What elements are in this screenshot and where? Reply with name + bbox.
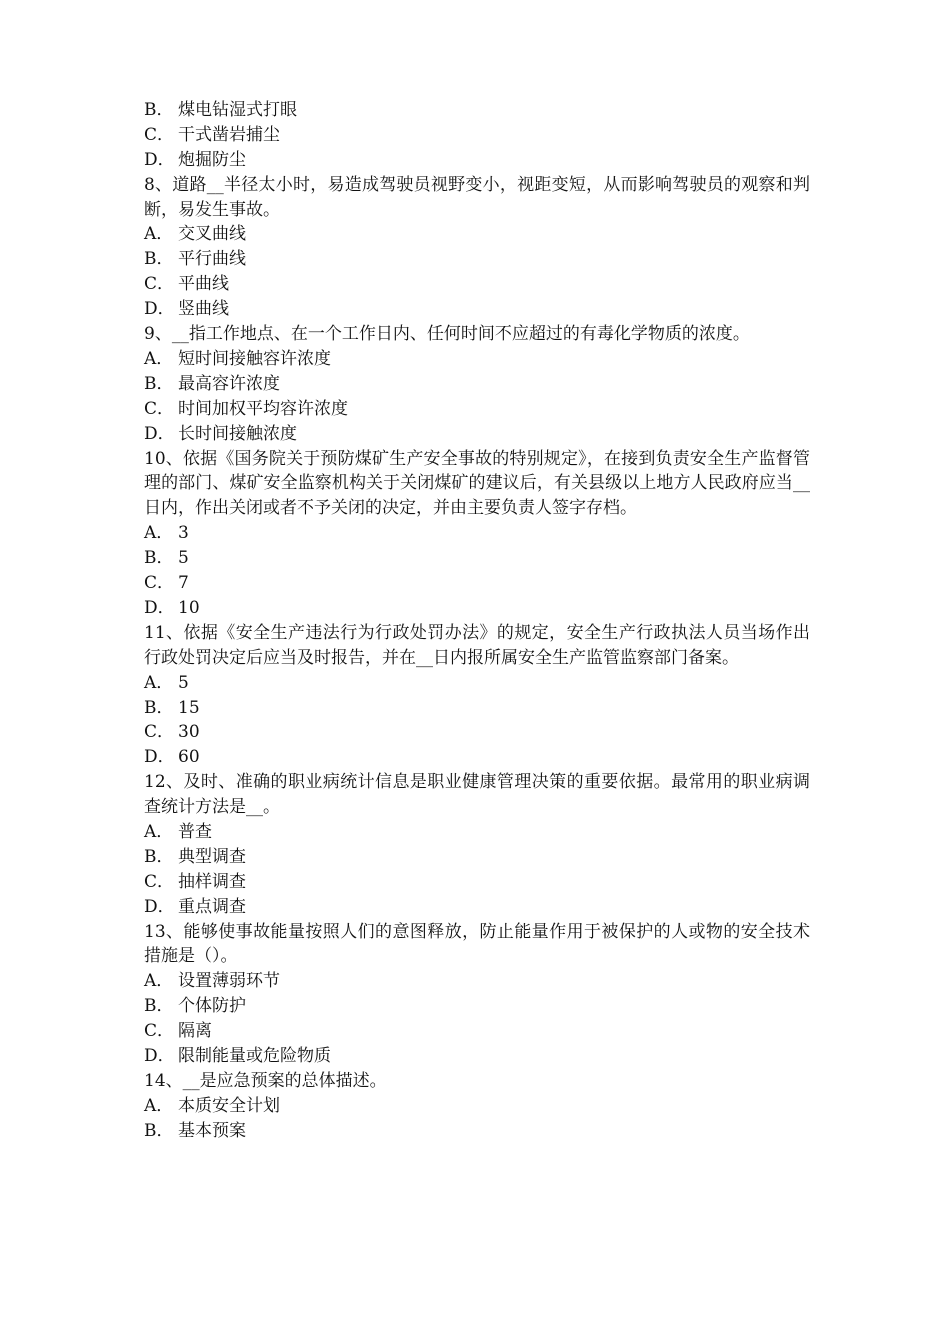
option-letter: B．: [144, 548, 174, 569]
option-text: 重点调查: [178, 896, 246, 917]
option-c: [144, 397, 810, 422]
option-text: 平行曲线: [178, 249, 246, 270]
option-b: [144, 247, 810, 272]
question-stem: 11、依据《安全生产违法行为行政处罚办法》的规定，安全生产行政执法人员当场作出行政处罚决定后应当及时报告，并在__日内报所属安全生产监管监察部门备案。: [144, 622, 810, 668]
option-letter: A．: [144, 821, 174, 842]
question-stem: 13、能够使事故能量按照人们的意图释放，防止能量作用于被保护的人或物的安全技术措施是（）。: [144, 921, 810, 967]
option-text: 典型调查: [178, 846, 246, 867]
option-letter: D．: [144, 896, 175, 917]
question-stem: 8、道路__半径太小时，易造成驾驶员视野变小，视距变短，从而影响驾驶员的观察和判断，易发生事故。: [144, 174, 810, 220]
option-b: [144, 696, 810, 721]
option-text: 本质安全计划: [178, 1095, 280, 1116]
option-text: 10: [178, 597, 200, 618]
option-text: 限制能量或危险物质: [178, 1046, 331, 1067]
option-c: [144, 272, 810, 297]
option-text: 设置薄弱环节: [178, 971, 280, 992]
option-letter: C．: [144, 124, 175, 145]
option-letter: C．: [144, 274, 175, 295]
option-letter: A．: [144, 348, 174, 369]
option-text: 15: [178, 697, 200, 718]
question-8: [144, 173, 810, 322]
option-text: 最高容许浓度: [178, 373, 280, 394]
option-a: [144, 1094, 810, 1119]
option-text: 5: [178, 672, 189, 693]
option-d: [144, 1044, 810, 1069]
option-text: 竖曲线: [178, 299, 229, 320]
option-text: 个体防护: [178, 996, 246, 1017]
option-text: 平曲线: [178, 274, 229, 295]
option-letter: D．: [144, 299, 175, 320]
option-text: 基本预案: [178, 1120, 246, 1141]
option-letter: B．: [144, 996, 174, 1017]
option-text: 时间加权平均容许浓度: [178, 398, 348, 419]
option-d: [144, 895, 810, 920]
option-text: 抽样调查: [178, 871, 246, 892]
option-letter: C．: [144, 722, 175, 743]
option-letter: B．: [144, 100, 174, 120]
option-text: 长时间接触浓度: [178, 423, 297, 444]
option-letter: D．: [144, 423, 175, 444]
option-letter: B．: [144, 1120, 174, 1141]
question-11: [144, 621, 810, 770]
option-letter: C．: [144, 871, 175, 892]
option-letter: D．: [144, 597, 175, 618]
option-letter: B．: [144, 249, 174, 270]
option-letter: A．: [144, 672, 174, 693]
question-stem: 12、及时、准确的职业病统计信息是职业健康管理决策的重要依据。最常用的职业病调查统计方法是__。: [144, 772, 810, 818]
option-letter: C．: [144, 573, 175, 594]
option-d: [144, 422, 810, 447]
question-12: [144, 770, 810, 919]
option-c: [144, 123, 810, 148]
option-d: [144, 596, 810, 621]
option-letter: A．: [144, 523, 174, 544]
option-text: 3: [178, 523, 189, 544]
option-text: 隔离: [178, 1021, 212, 1042]
option-letter: A．: [144, 971, 174, 992]
question-13: [144, 920, 810, 1069]
option-letter: C．: [144, 1021, 175, 1042]
question-9: [144, 322, 810, 446]
document-page: [144, 98, 810, 1144]
option-c: [144, 870, 810, 895]
option-d: [144, 297, 810, 322]
option-b: [144, 994, 810, 1019]
option-text: 炮掘防尘: [178, 149, 246, 170]
option-text: 7: [178, 573, 189, 594]
option-a: [144, 671, 810, 696]
question-stem: 14、__是应急预案的总体描述。: [144, 1070, 387, 1091]
option-text: 干式凿岩捕尘: [178, 124, 280, 145]
option-letter: A．: [144, 1095, 174, 1116]
option-a: [144, 521, 810, 546]
option-b: [144, 845, 810, 870]
option-letter: D．: [144, 149, 175, 170]
option-letter: A．: [144, 224, 174, 245]
option-letter: B．: [144, 846, 174, 867]
option-text: 煤电钻湿式打眼: [178, 100, 297, 120]
option-text: 5: [178, 548, 189, 569]
option-a: [144, 969, 810, 994]
question-stem: 10、依据《国务院关于预防煤矿生产安全事故的特别规定》，在接到负责安全生产监督管理的部门、煤矿安全监察机构关于关闭煤矿的建议后，有关县级以上地方人民政府应当__日内，作出关闭或者不予关闭的决定，并由主要负责人签字存档。: [144, 448, 810, 519]
question-stem: 9、__指工作地点、在一个工作日内、任何时间不应超过的有毒化学物质的浓度。: [144, 324, 750, 345]
option-a: [144, 347, 810, 372]
option-d: [144, 148, 810, 173]
option-letter: C．: [144, 398, 175, 419]
option-letter: B．: [144, 697, 174, 718]
option-text: 30: [178, 722, 200, 743]
option-text: 普查: [178, 821, 212, 842]
option-letter: D．: [144, 747, 175, 768]
option-text: 短时间接触容许浓度: [178, 348, 331, 369]
question-10: [144, 447, 810, 621]
option-d: [144, 745, 810, 770]
option-text: 交叉曲线: [178, 224, 246, 245]
option-text: 60: [178, 747, 200, 768]
option-letter: D．: [144, 1046, 175, 1067]
option-b: [144, 372, 810, 397]
option-letter: B．: [144, 373, 174, 394]
option-b: [144, 546, 810, 571]
option-c: [144, 571, 810, 596]
option-b: [144, 98, 810, 123]
option-c: [144, 1019, 810, 1044]
option-a: [144, 820, 810, 845]
question-14: [144, 1069, 810, 1144]
option-a: [144, 222, 810, 247]
leading-options: [144, 98, 810, 173]
option-b: [144, 1119, 810, 1144]
option-c: [144, 720, 810, 745]
